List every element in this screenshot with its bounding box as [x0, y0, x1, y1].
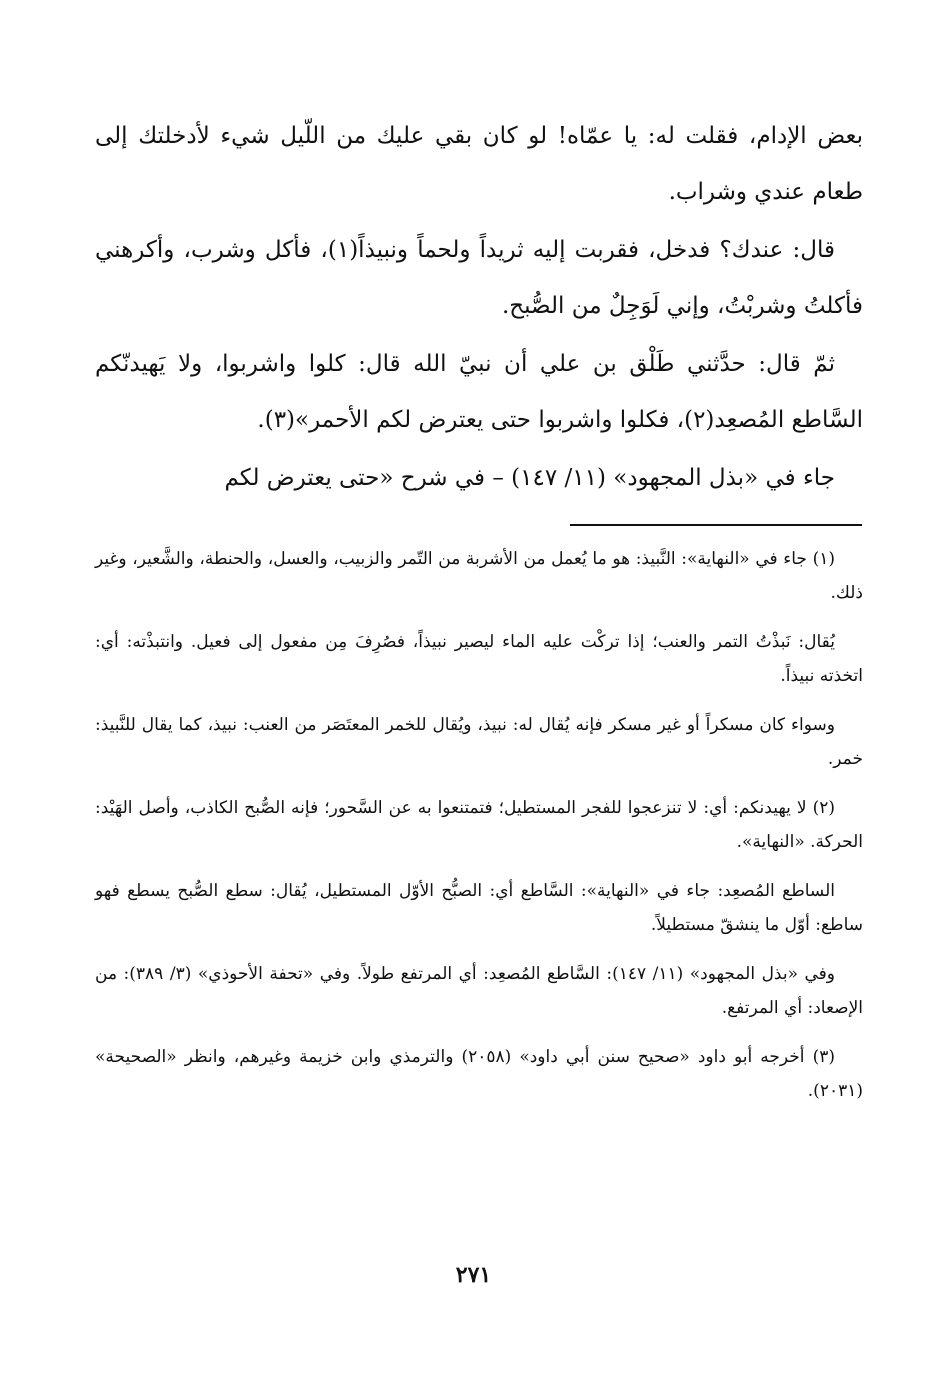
footnote-separator [570, 524, 862, 526]
footnotes-block [95, 542, 863, 1123]
footnote-1-continuation-a: يُقال: نَبذْتُ التمر والعنب؛ إذا تركْت عليه الماء ليصير نبيذاً، فصُرِفَ مِن مفعول إلى فعيل. وانتبذْته: أي: اتخذته نبيذاً. [95, 632, 863, 686]
main-paragraph-2: قال: عندك؟ فدخل، فقربت إليه ثريداً ولحماً ونبيذاً(١)، فأكل وشرب، وأكرهني فأكلتُ وشربْتُ، وإني لَوَجِلٌ من الصُّبح. [95, 237, 863, 319]
footnote-1: (١) جاء في «النهاية»: النَّبيذ: هو ما يُعمل من الأشربة من التّمر والزبيب، والعسل، والحنطة، والشَّعير، وغير ذلك. [95, 549, 863, 603]
footnote-1-continuation-b: وسواء كان مسكراً أو غير مسكر فإنه يُقال له: نبيذ، ويُقال للخمر المعتَصَر من العنب: نبيذ، كما يقال للنَّبيذ: خمر. [95, 715, 863, 769]
footnote-2-continuation-a: الساطع المُصعِد: جاء في «النهاية»: السَّاطع أي: الصبُّح الأوّل المستطيل، يُقال: سطع الصُّبح يسطع فهو ساطع: أوّل ما ينشقّ مستطيلاً. [95, 881, 863, 935]
footnote-2-continuation-b: وفي «بذل المجهود» (١١/ ١٤٧): السَّاطع المُصعِد: أي المرتفع طولاً. وفي «تحفة الأحوذي» (٣/ ٣٨٩): من الإصعاد: أي المرتفع. [95, 964, 863, 1018]
main-paragraph-3: ثمّ قال: حدَّثني طَلْق بن علي أن نبيّ الله قال: كلوا واشربوا، ولا يَهيدنّكم السَّاطع المُصعِد(٢)، فكلوا واشربوا حتى يعترض لكم الأحمر»(٣). [95, 351, 863, 433]
main-paragraph-4: جاء في «بذل المجهود» (١١/ ١٤٧) – في شرح «حتى يعترض لكم [224, 465, 835, 491]
main-text-block [95, 108, 863, 508]
footnote-2: (٢) لا يهيدنكم: أي: لا تنزعجوا للفجر المستطيل؛ فتمتنعوا به عن السَّحور؛ فإنه الصُّبح الكاذب، وأصل الهَيْد: الحركة. «النهاية». [95, 798, 863, 852]
footnote-3: (٣) أخرجه أبو داود «صحيح سنن أبي داود» (٢٠٥٨) والترمذي وابن خزيمة وغيرهم، وانظر «الصحيحة» (٢٠٣١). [95, 1047, 863, 1101]
main-paragraph-1: بعض الإدام، فقلت له: يا عمّاه! لو كان بقي عليك من اللّيل شيء لأدخلتك إلى طعام عندي وشراب. [95, 123, 863, 205]
page-number: ٢٧١ [455, 1262, 492, 1288]
